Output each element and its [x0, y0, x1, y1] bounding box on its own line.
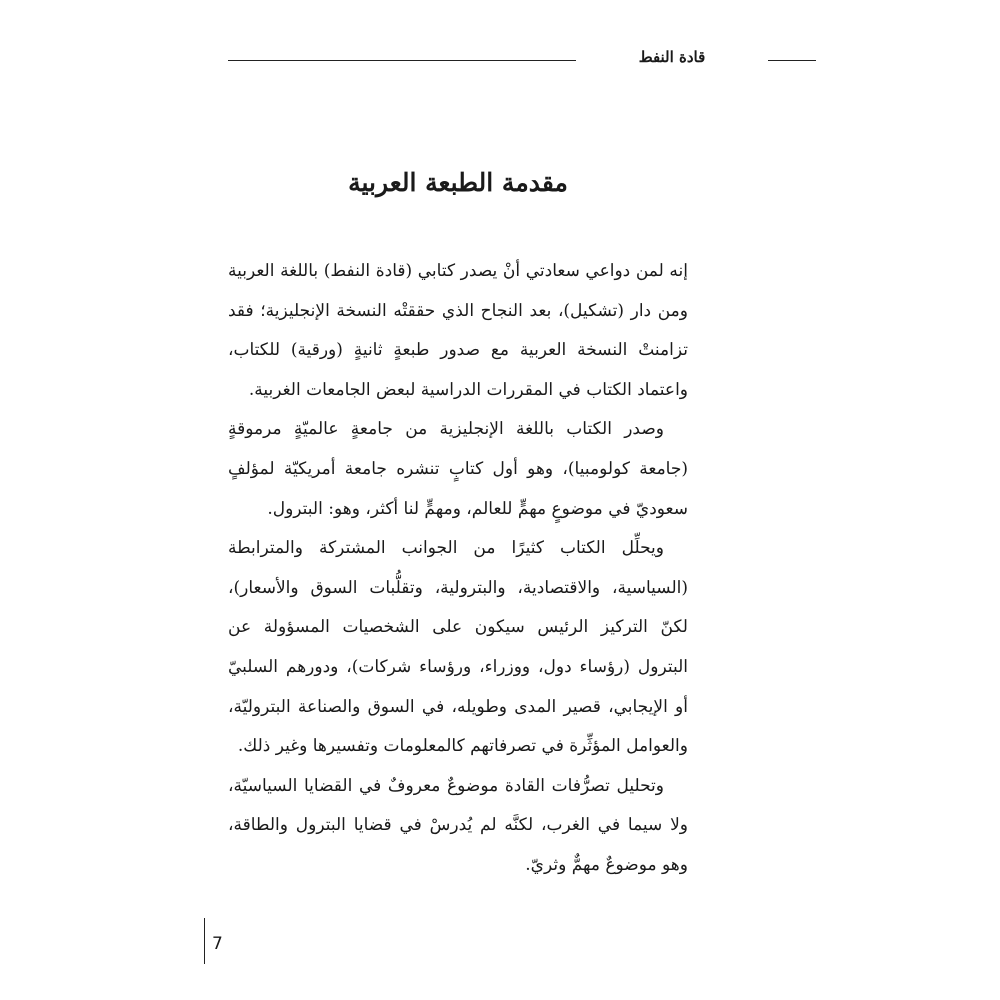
- header-rule-right: [768, 60, 816, 61]
- paragraph-1: إنه لمن دواعي سعادتي أنْ يصدر كتابي (قادة النفط) باللغة العربية ومن دار (تشكيل)، بعد النجاح الذي حققتْه النسخة الإنجليزية؛ فقد تزامنتْ النسخة العربية مع صدور طبعةٍ ثانيةٍ (ورقية) للكتاب، واعتماد الكتاب في المقررات الدراسية لبعض الجامعات الغربية.: [228, 261, 688, 400]
- footer-rule: [204, 918, 205, 964]
- paragraph-2: وصدر الكتاب باللغة الإنجليزية من جامعةٍ عالميّةٍ مرموقةٍ (جامعة كولومبيا)، وهو أول كتابٍ تنشره جامعة أمريكيّة لمؤلفٍ سعوديّ في موضوعٍ مهمٍّ للعالم، ومهمٍّ لنا أكثر، وهو: البترول.: [228, 419, 688, 519]
- paragraph-3: ويحلِّل الكتاب كثيرًا من الجوانب المشتركة والمترابطة (السياسية، والاقتصادية، والبترولية، وتقلُّبات السوق والأسعار)، لكنّ التركيز الرئيس سيكون على الشخصيات المسؤولة عن البترول (رؤساء دول، ووزراء، ورؤساء شركات)، ودورهم السلبيّ أو الإيجابي، قصير المدى وطويله، في السوق والصناعة البتروليّة، والعوامل المؤثِّرة في تصرفاتهم كالمعلومات وتفسيرها وغير ذلك.: [228, 538, 688, 757]
- header-rule-left: [228, 60, 576, 61]
- chapter-title: مقدمة الطبعة العربية: [348, 168, 568, 197]
- paragraph-4: وتحليل تصرُّفات القادة موضوعٌ معروفٌ في القضايا السياسيّة، ولا سيما في الغرب، لكنَّه لم يُدرسْ في قضايا البترول والطاقة، وهو موضوعٌ مهمٌّ وثريّ.: [228, 775, 688, 875]
- body-text: [228, 252, 688, 886]
- running-header: [228, 46, 816, 70]
- running-header-title: قادة النفط: [638, 48, 706, 66]
- page-number: 7: [212, 934, 223, 954]
